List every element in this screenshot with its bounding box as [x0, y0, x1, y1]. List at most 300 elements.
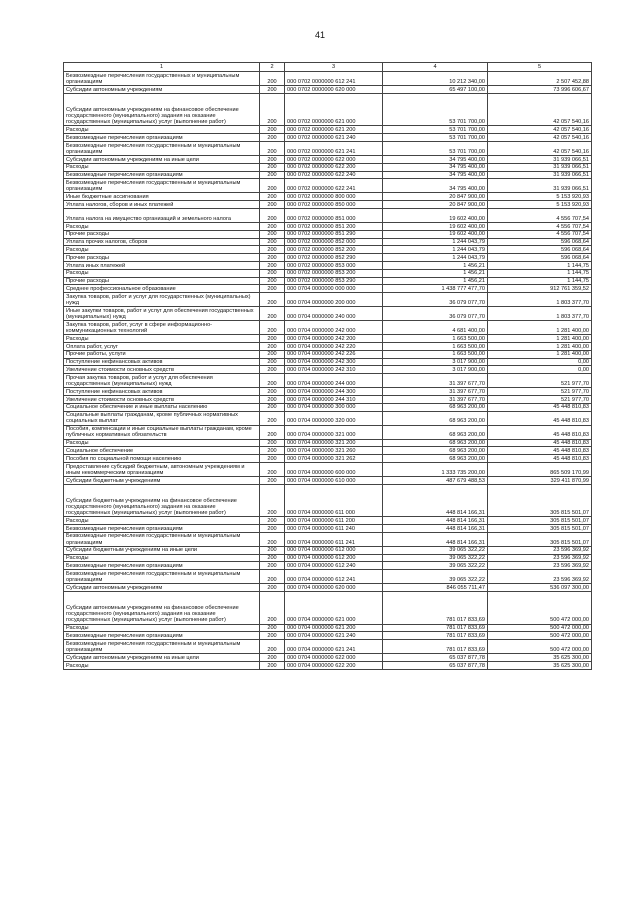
row-label: Субсидии автономным учреждениям на иные цели [64, 654, 260, 662]
row-code: 200 [260, 447, 285, 455]
row-approved-amount: 53 701 700,00 [383, 93, 488, 126]
row-approved-amount: 39 065 322,22 [383, 562, 488, 570]
row-label: Пособия по социальной помощи населению [64, 455, 260, 463]
row-classification: 000 0704 0000000 242 226 [285, 350, 383, 358]
row-code: 200 [260, 171, 285, 179]
row-label: Субсидии автономным учреждениям [64, 584, 260, 592]
row-code: 200 [260, 484, 285, 517]
row-executed-amount: 31 939 066,51 [488, 163, 592, 171]
row-label: Расходы [64, 269, 260, 277]
row-classification: 000 0704 0000000 244 300 [285, 388, 383, 396]
row-approved-amount: 19 602 400,00 [383, 230, 488, 238]
row-executed-amount: 305 815 501,07 [488, 532, 592, 546]
table-row [64, 517, 592, 525]
row-classification: 000 0704 0000000 612 000 [285, 546, 383, 554]
row-code: 200 [260, 554, 285, 562]
row-classification: 000 0702 0000000 852 200 [285, 246, 383, 254]
row-label: Безвозмездные перечисления организациям [64, 562, 260, 570]
row-executed-amount: 521 977,70 [488, 374, 592, 388]
row-approved-amount: 1 456,21 [383, 277, 488, 285]
row-classification: 000 0704 0000000 612 200 [285, 554, 383, 562]
column-header: 1 [64, 63, 260, 72]
row-approved-amount: 65 037 877,78 [383, 654, 488, 662]
row-label: Безвозмездные перечисления организациям [64, 171, 260, 179]
table-row [64, 374, 592, 388]
row-executed-amount: 23 596 369,92 [488, 570, 592, 584]
table-row [64, 411, 592, 425]
row-code: 200 [260, 517, 285, 525]
table-row [64, 532, 592, 546]
table-row [64, 358, 592, 366]
row-executed-amount: 45 448 810,83 [488, 425, 592, 439]
table-row [64, 342, 592, 350]
table-row [64, 335, 592, 343]
row-classification: 000 0704 0000000 611 000 [285, 484, 383, 517]
table-row [64, 592, 592, 625]
row-label: Уплата прочих налогов, сборов [64, 238, 260, 246]
table-row [64, 403, 592, 411]
row-code: 200 [260, 141, 285, 155]
row-classification: 000 0704 0000000 611 240 [285, 525, 383, 533]
table-header-row [64, 63, 592, 72]
column-header: 4 [383, 63, 488, 72]
row-code: 200 [260, 126, 285, 134]
row-label: Безвозмездные перечисления государственным и муниципальным организациям [64, 141, 260, 155]
row-executed-amount: 42 057 540,16 [488, 93, 592, 126]
row-classification: 000 0704 0000000 240 000 [285, 307, 383, 321]
row-approved-amount: 3 017 900,00 [383, 358, 488, 366]
row-executed-amount: 1 281 400,00 [488, 335, 592, 343]
row-code: 200 [260, 570, 285, 584]
table-row [64, 171, 592, 179]
row-classification: 000 0704 0000000 611 200 [285, 517, 383, 525]
row-label: Прочие работы, услуги [64, 350, 260, 358]
row-classification: 000 0702 0000000 622 200 [285, 163, 383, 171]
row-executed-amount: 23 596 369,92 [488, 562, 592, 570]
row-label: Субсидии автономным учреждениям на финансовое обеспечение государственного (муниципального) задания на оказание государственных (муниципальных) услуг (выполнение работ) [64, 592, 260, 625]
table-row [64, 201, 592, 209]
row-label: Безвозмездные перечисления организациям [64, 525, 260, 533]
row-code: 200 [260, 403, 285, 411]
table-row [64, 525, 592, 533]
row-approved-amount: 31 397 677,70 [383, 374, 488, 388]
row-approved-amount: 1 438 777 477,70 [383, 285, 488, 293]
row-executed-amount: 500 472 000,00 [488, 624, 592, 632]
row-executed-amount: 536 097 300,00 [488, 584, 592, 592]
row-classification: 000 0702 0000000 853 290 [285, 277, 383, 285]
row-approved-amount: 846 055 711,47 [383, 584, 488, 592]
row-code: 200 [260, 307, 285, 321]
row-approved-amount: 1 244 043,79 [383, 238, 488, 246]
row-approved-amount: 34 795 400,00 [383, 171, 488, 179]
row-executed-amount: 5 153 920,93 [488, 201, 592, 209]
row-code: 200 [260, 238, 285, 246]
table-row [64, 484, 592, 517]
row-classification: 000 0704 0000000 600 000 [285, 462, 383, 476]
row-approved-amount: 36 079 077,70 [383, 307, 488, 321]
row-executed-amount: 305 815 501,07 [488, 517, 592, 525]
row-executed-amount: 42 057 540,16 [488, 134, 592, 142]
row-approved-amount: 1 333 735 200,00 [383, 462, 488, 476]
row-executed-amount: 42 057 540,16 [488, 126, 592, 134]
row-classification: 000 0704 0000000 321 200 [285, 439, 383, 447]
row-code: 200 [260, 462, 285, 476]
row-label: Пособия, компенсации и иные социальные выплаты гражданам, кроме публичных нормативных обязательств [64, 425, 260, 439]
row-code: 200 [260, 201, 285, 209]
row-code: 200 [260, 366, 285, 374]
row-code: 200 [260, 388, 285, 396]
row-approved-amount: 53 701 700,00 [383, 134, 488, 142]
table-row [64, 366, 592, 374]
table-row [64, 476, 592, 484]
row-classification: 000 0704 0000000 300 000 [285, 403, 383, 411]
row-code: 200 [260, 624, 285, 632]
row-classification: 000 0702 0000000 612 241 [285, 72, 383, 86]
row-label: Уплата налога на имущество организаций и земельного налога [64, 208, 260, 222]
row-label: Предоставление субсидий бюджетным, автономным учреждениям и иным некоммерческим организациям [64, 462, 260, 476]
row-executed-amount: 305 815 501,07 [488, 484, 592, 517]
row-code: 200 [260, 86, 285, 94]
row-classification: 000 0702 0000000 851 290 [285, 230, 383, 238]
table-row [64, 72, 592, 86]
row-approved-amount: 39 065 322,22 [383, 570, 488, 584]
row-label: Безвозмездные перечисления организациям [64, 134, 260, 142]
row-executed-amount: 45 448 810,83 [488, 403, 592, 411]
row-executed-amount: 45 448 810,83 [488, 411, 592, 425]
row-executed-amount: 521 977,70 [488, 395, 592, 403]
row-executed-amount: 4 556 707,54 [488, 222, 592, 230]
table-row [64, 554, 592, 562]
row-executed-amount: 35 625 300,00 [488, 662, 592, 670]
row-classification: 000 0702 0000000 850 000 [285, 201, 383, 209]
row-code: 200 [260, 335, 285, 343]
row-label: Расходы [64, 126, 260, 134]
row-executed-amount: 1 803 377,70 [488, 307, 592, 321]
row-code: 200 [260, 155, 285, 163]
row-label: Субсидии автономным учреждениям [64, 86, 260, 94]
row-code: 200 [260, 321, 285, 335]
row-approved-amount: 36 079 077,70 [383, 293, 488, 307]
column-header: 5 [488, 63, 592, 72]
row-approved-amount: 1 663 500,00 [383, 342, 488, 350]
row-label: Увеличение стоимости основных средств [64, 395, 260, 403]
row-executed-amount: 31 939 066,51 [488, 155, 592, 163]
row-code: 200 [260, 179, 285, 193]
row-code: 200 [260, 134, 285, 142]
row-executed-amount: 1 281 400,00 [488, 321, 592, 335]
table-row [64, 388, 592, 396]
row-approved-amount: 68 963 200,00 [383, 403, 488, 411]
table-row [64, 277, 592, 285]
row-code: 200 [260, 395, 285, 403]
row-classification: 000 0704 0000000 622 000 [285, 654, 383, 662]
row-approved-amount: 781 017 833,69 [383, 624, 488, 632]
row-classification: 000 0704 0000000 321 260 [285, 447, 383, 455]
table-row [64, 222, 592, 230]
row-approved-amount: 781 017 833,69 [383, 632, 488, 640]
row-code: 200 [260, 411, 285, 425]
row-label: Социальное обеспечение и иные выплаты населению [64, 403, 260, 411]
row-code: 200 [260, 532, 285, 546]
row-executed-amount: 35 625 300,00 [488, 654, 592, 662]
table-row [64, 261, 592, 269]
table-row [64, 193, 592, 201]
row-classification: 000 0702 0000000 851 200 [285, 222, 383, 230]
row-approved-amount: 39 065 322,22 [383, 554, 488, 562]
row-approved-amount: 68 963 200,00 [383, 425, 488, 439]
row-label: Субсидии автономным учреждениям на иные цели [64, 155, 260, 163]
row-approved-amount: 65 497 100,00 [383, 86, 488, 94]
row-code: 200 [260, 662, 285, 670]
row-code: 200 [260, 654, 285, 662]
row-label: Социальные выплаты гражданам, кроме публичных нормативных социальных выплат [64, 411, 260, 425]
row-label: Поступление нефинансовых активов [64, 358, 260, 366]
table-row [64, 562, 592, 570]
row-approved-amount: 448 814 166,31 [383, 517, 488, 525]
row-code: 200 [260, 285, 285, 293]
row-label: Субсидии бюджетным учреждениям [64, 476, 260, 484]
row-approved-amount: 1 244 043,79 [383, 254, 488, 262]
table-row [64, 307, 592, 321]
row-label: Расходы [64, 554, 260, 562]
row-label: Расходы [64, 517, 260, 525]
row-approved-amount: 68 963 200,00 [383, 455, 488, 463]
table-row [64, 584, 592, 592]
row-executed-amount: 500 472 000,00 [488, 592, 592, 625]
row-approved-amount: 448 814 166,31 [383, 525, 488, 533]
table-row [64, 654, 592, 662]
row-executed-amount: 23 596 369,92 [488, 546, 592, 554]
row-executed-amount: 596 068,64 [488, 254, 592, 262]
table-row [64, 269, 592, 277]
row-executed-amount: 521 977,70 [488, 388, 592, 396]
row-classification: 000 0704 0000000 244 000 [285, 374, 383, 388]
row-code: 200 [260, 222, 285, 230]
row-executed-amount: 1 281 400,00 [488, 350, 592, 358]
row-approved-amount: 31 397 677,70 [383, 388, 488, 396]
table-row [64, 238, 592, 246]
row-label: Расходы [64, 163, 260, 171]
row-executed-amount: 2 507 452,88 [488, 72, 592, 86]
row-executed-amount: 596 068,64 [488, 238, 592, 246]
table-row [64, 640, 592, 654]
row-approved-amount: 1 456,21 [383, 269, 488, 277]
table-row [64, 134, 592, 142]
column-header: 3 [285, 63, 383, 72]
row-code: 200 [260, 208, 285, 222]
row-classification: 000 0702 0000000 621 241 [285, 141, 383, 155]
row-approved-amount: 781 017 833,69 [383, 640, 488, 654]
row-classification: 000 0704 0000000 621 240 [285, 632, 383, 640]
row-code: 200 [260, 163, 285, 171]
page-number: 41 [314, 30, 325, 40]
row-label: Расходы [64, 439, 260, 447]
row-classification: 000 0702 0000000 622 241 [285, 179, 383, 193]
row-label: Среднее профессиональное образование [64, 285, 260, 293]
row-label: Субсидии бюджетным учреждениям на финансовое обеспечение государственного (муниципального) задания на оказание государственных (муниципальных) услуг (выполнение работ) [64, 484, 260, 517]
row-code: 200 [260, 261, 285, 269]
row-approved-amount: 68 963 200,00 [383, 411, 488, 425]
row-label: Прочая закупка товаров, работ и услуг для обеспечения государственных (муниципальных) нужд [64, 374, 260, 388]
row-approved-amount: 68 963 200,00 [383, 447, 488, 455]
table-row [64, 439, 592, 447]
row-approved-amount: 34 795 400,00 [383, 179, 488, 193]
row-label: Безвозмездные перечисления государственным и муниципальным организациям [64, 179, 260, 193]
table-row [64, 425, 592, 439]
table-row [64, 546, 592, 554]
row-classification: 000 0704 0000000 612 240 [285, 562, 383, 570]
row-code: 200 [260, 342, 285, 350]
table-row [64, 462, 592, 476]
table-row [64, 632, 592, 640]
row-classification: 000 0704 0000000 622 200 [285, 662, 383, 670]
row-code: 200 [260, 439, 285, 447]
row-approved-amount: 68 963 200,00 [383, 439, 488, 447]
row-code: 200 [260, 246, 285, 254]
row-classification: 000 0704 0000000 611 241 [285, 532, 383, 546]
row-code: 200 [260, 358, 285, 366]
row-executed-amount: 0,00 [488, 366, 592, 374]
row-label: Безвозмездные перечисления государственных и муниципальным организациям [64, 72, 260, 86]
table-row [64, 285, 592, 293]
table-row [64, 179, 592, 193]
row-classification: 000 0704 0000000 200 000 [285, 293, 383, 307]
row-label: Социальное обеспечение [64, 447, 260, 455]
row-approved-amount: 10 212 340,00 [383, 72, 488, 86]
table-row [64, 293, 592, 307]
row-code: 200 [260, 476, 285, 484]
table-row [64, 155, 592, 163]
row-classification: 000 0704 0000000 242 200 [285, 335, 383, 343]
row-label: Безвозмездные перечисления государственным и муниципальным организациям [64, 640, 260, 654]
row-classification: 000 0704 0000000 621 241 [285, 640, 383, 654]
row-code: 200 [260, 277, 285, 285]
row-label: Прочие расходы [64, 230, 260, 238]
row-classification: 000 0702 0000000 622 240 [285, 171, 383, 179]
row-approved-amount: 65 037 877,78 [383, 662, 488, 670]
row-label: Безвозмездные перечисления организациям [64, 632, 260, 640]
row-approved-amount: 34 795 400,00 [383, 163, 488, 171]
row-classification: 000 0702 0000000 621 000 [285, 93, 383, 126]
table-row [64, 93, 592, 126]
row-executed-amount: 23 596 369,92 [488, 554, 592, 562]
row-label: Увеличение стоимости основных средств [64, 366, 260, 374]
row-label: Прочие расходы [64, 277, 260, 285]
table-row [64, 624, 592, 632]
table-row [64, 163, 592, 171]
row-code: 200 [260, 293, 285, 307]
row-classification: 000 0702 0000000 622 000 [285, 155, 383, 163]
row-approved-amount: 4 681 400,00 [383, 321, 488, 335]
row-label: Безвозмездные перечисления государственным и муниципальным организациям [64, 532, 260, 546]
row-executed-amount: 31 939 066,51 [488, 171, 592, 179]
row-label: Иные закупки товаров, работ и услуг для обеспечения государственных (муниципальных) нужд [64, 307, 260, 321]
row-executed-amount: 45 448 810,83 [488, 439, 592, 447]
row-classification: 000 0704 0000000 610 000 [285, 476, 383, 484]
row-code: 200 [260, 193, 285, 201]
row-code: 200 [260, 632, 285, 640]
row-classification: 000 0704 0000000 242 310 [285, 366, 383, 374]
row-classification: 000 0702 0000000 620 000 [285, 86, 383, 94]
row-approved-amount: 19 602 400,00 [383, 208, 488, 222]
row-label: Безвозмездные перечисления государственным и муниципальным организациям [64, 570, 260, 584]
row-executed-amount: 31 939 066,51 [488, 179, 592, 193]
row-label: Расходы [64, 222, 260, 230]
row-classification: 000 0702 0000000 621 200 [285, 126, 383, 134]
row-label: Субсидии бюджетным учреждениям на иные цели [64, 546, 260, 554]
row-approved-amount: 34 795 400,00 [383, 155, 488, 163]
row-executed-amount: 0,00 [488, 358, 592, 366]
row-label: Расходы [64, 246, 260, 254]
row-classification: 000 0704 0000000 321 262 [285, 455, 383, 463]
row-approved-amount: 19 602 400,00 [383, 222, 488, 230]
row-classification: 000 0704 0000000 621 000 [285, 592, 383, 625]
row-code: 200 [260, 254, 285, 262]
table-row [64, 455, 592, 463]
table-row [64, 447, 592, 455]
row-approved-amount: 20 847 900,00 [383, 193, 488, 201]
row-label: Закупка товаров, работ, услуг в сфере информационно-коммуникационных технологий [64, 321, 260, 335]
row-approved-amount: 448 814 166,31 [383, 484, 488, 517]
row-approved-amount: 31 397 677,70 [383, 395, 488, 403]
row-executed-amount: 500 472 000,00 [488, 632, 592, 640]
row-code: 200 [260, 350, 285, 358]
row-executed-amount: 596 068,64 [488, 246, 592, 254]
row-executed-amount: 5 153 920,93 [488, 193, 592, 201]
row-approved-amount: 1 244 043,79 [383, 246, 488, 254]
row-executed-amount: 45 448 810,83 [488, 455, 592, 463]
row-executed-amount: 912 761 359,52 [488, 285, 592, 293]
row-code: 200 [260, 455, 285, 463]
row-executed-amount: 1 144,75 [488, 261, 592, 269]
row-executed-amount: 329 411 870,99 [488, 476, 592, 484]
table-body [64, 72, 592, 670]
table-row [64, 321, 592, 335]
row-approved-amount: 1 663 500,00 [383, 335, 488, 343]
row-label: Уплата налогов, сборов и иных платежей [64, 201, 260, 209]
row-code: 200 [260, 584, 285, 592]
table-row [64, 254, 592, 262]
table-row [64, 246, 592, 254]
table-row [64, 350, 592, 358]
column-header: 2 [260, 63, 285, 72]
row-approved-amount: 53 701 700,00 [383, 141, 488, 155]
row-classification: 000 0704 0000000 320 000 [285, 411, 383, 425]
row-label: Субсидии автономным учреждениям на финансовое обеспечение государственного (муниципального) задания на оказание государственных (муниципальных) услуг (выполнение работ) [64, 93, 260, 126]
row-code: 200 [260, 546, 285, 554]
row-approved-amount: 53 701 700,00 [383, 126, 488, 134]
row-code: 200 [260, 269, 285, 277]
row-code: 200 [260, 562, 285, 570]
row-classification: 000 0702 0000000 851 000 [285, 208, 383, 222]
row-classification: 000 0704 0000000 612 241 [285, 570, 383, 584]
row-label: Расходы [64, 662, 260, 670]
budget-table [63, 62, 592, 670]
row-approved-amount: 448 814 166,31 [383, 532, 488, 546]
row-code: 200 [260, 525, 285, 533]
row-classification: 000 0704 0000000 244 310 [285, 395, 383, 403]
row-executed-amount: 4 556 707,54 [488, 230, 592, 238]
row-classification: 000 0704 0000000 620 000 [285, 584, 383, 592]
row-label: Закупка товаров, работ и услуг для государственных (муниципальных) нужд [64, 293, 260, 307]
row-classification: 000 0704 0000000 242 300 [285, 358, 383, 366]
row-label: Уплата иных платежей [64, 261, 260, 269]
row-classification: 000 0702 0000000 852 290 [285, 254, 383, 262]
row-approved-amount: 1 456,21 [383, 261, 488, 269]
row-executed-amount: 1 144,75 [488, 277, 592, 285]
row-code: 200 [260, 230, 285, 238]
table-row [64, 208, 592, 222]
